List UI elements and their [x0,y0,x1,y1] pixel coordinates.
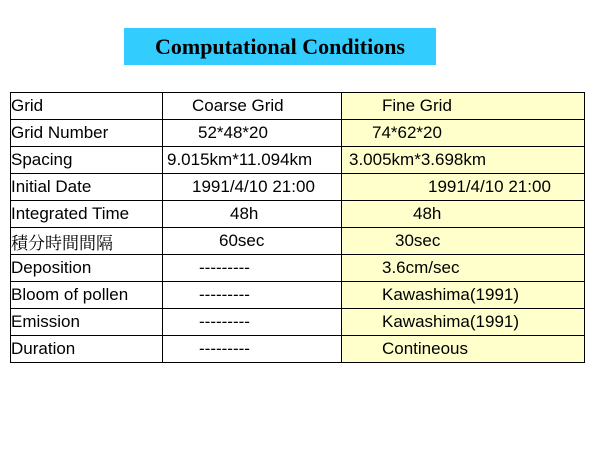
coarse-grid-value: --------- [199,285,250,304]
coarse-grid-value: --------- [199,312,250,331]
table-row [11,282,585,309]
coarse-grid-value: 9.015km*11.094km [167,150,313,169]
row-label: Deposition [11,255,163,282]
table-row [11,309,585,336]
row-label: Integrated Time [11,201,163,228]
coarse-grid-value: --------- [199,339,250,358]
fine-grid-cell [342,228,585,255]
row-label: Duration [11,336,163,363]
coarse-grid-cell [163,93,342,120]
fine-grid-cell [342,147,585,174]
fine-grid-cell [342,282,585,309]
table-row [11,120,585,147]
coarse-grid-cell [163,147,342,174]
fine-grid-value: 3.005km*3.698km [349,150,487,169]
row-label: Spacing [11,147,163,174]
row-label: Initial Date [11,174,163,201]
table-row [11,93,585,120]
table-row [11,174,585,201]
fine-grid-value: Contineous [382,339,469,358]
row-label: Grid Number [11,120,163,147]
fine-grid-value: 3.6cm/sec [382,258,460,277]
fine-grid-cell [342,336,585,363]
coarse-grid-cell [163,201,342,228]
fine-grid-cell [342,120,585,147]
fine-grid-cell [342,255,585,282]
coarse-grid-cell [163,255,342,282]
table-row [11,336,585,363]
coarse-grid-cell [163,174,342,201]
fine-grid-value: Fine Grid [382,96,452,115]
table-row [11,228,585,255]
page-title: Computational Conditions [154,33,405,59]
coarse-grid-cell [163,282,342,309]
coarse-grid-cell [163,309,342,336]
coarse-grid-cell [163,336,342,363]
coarse-grid-value: 1991/4/10 21:00 [192,177,315,196]
coarse-grid-value: 48h [230,204,259,223]
fine-grid-value: Kawashima(1991) [382,312,520,331]
row-label: 積分時間間隔 [11,228,163,255]
fine-grid-value: 30sec [395,231,441,250]
conditions-table [10,92,585,363]
fine-grid-value: 48h [413,204,442,223]
coarse-grid-cell [163,120,342,147]
coarse-grid-value: 52*48*20 [198,123,268,142]
fine-grid-value: Kawashima(1991) [382,285,520,304]
coarse-grid-cell [163,228,342,255]
table-row [11,201,585,228]
row-label: Bloom of pollen [11,282,163,309]
table-row [11,147,585,174]
row-label: Grid [11,93,163,120]
fine-grid-value: 1991/4/10 21:00 [428,177,551,196]
coarse-grid-value: --------- [199,258,250,277]
coarse-grid-value: Coarse Grid [192,96,284,115]
row-label: Emission [11,309,163,336]
fine-grid-cell [342,309,585,336]
fine-grid-cell [342,93,585,120]
coarse-grid-value: 60sec [219,231,265,250]
title-banner [124,28,436,65]
fine-grid-cell [342,201,585,228]
table-row [11,255,585,282]
fine-grid-value: 74*62*20 [372,123,442,142]
fine-grid-cell [342,174,585,201]
